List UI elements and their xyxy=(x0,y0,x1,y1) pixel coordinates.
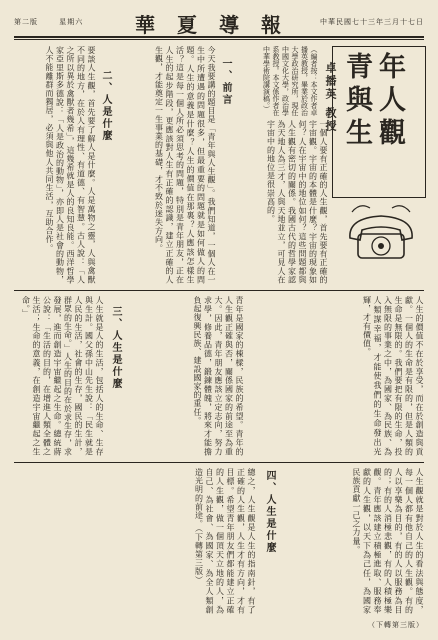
masthead-left xyxy=(14,17,101,27)
section-body-1: 今天我要講的題目是「青年與人生觀」。我們知道，一個人在一生中所遭遇的問題很多，但最重要的問題就是如何做人的問題。人生的意義是什麼？人生的價值在那裏？人應該怎樣生活？這是每一個人所必須思考的問題，特別是青年朋友，正在人生的起步階段，更應該對人生有正確的認識，建立正確的人生觀，才能奠定一生事業的基礎，才不致於迷失方向。 xyxy=(154,46,216,284)
newspaper-title: 華夏導報 xyxy=(135,13,303,37)
article-title-box xyxy=(332,46,426,198)
middle-text-right: 人生的價值不在於享受，而在於創造與貢獻。一個人的生命是有限的，但是人類的生命是無限的。我們要把有限的生命，投入無限的事業之中，為國家、為民族、為人類謀幸福，才能使我們的生命發出光輝，才有價值。 xyxy=(362,296,424,456)
masthead-rule xyxy=(14,36,424,38)
article-title: 青年與人生觀 xyxy=(346,52,412,149)
page-label: 第二版 xyxy=(14,18,38,26)
issue-date: 中華民國七十三年三月十七日 xyxy=(320,18,424,26)
masthead-rule-thin xyxy=(14,39,424,40)
section-intro-text: 一個人要有正確的人生觀，首先要有正確的宇宙觀。宇宙的本體是什麼？宇宙的現象如何？人在宇宙中的地位如何？這些問題都與人生觀有密切的關係。我國古代的哲學家認為天地人為三才，人與天地並立，可見人在宇宙中的地位是很崇高的。 xyxy=(266,120,328,284)
band-divider-2 xyxy=(14,462,424,463)
closing-text: 總之，人生觀是人生的指南針，有了正確的人生觀，人生才有方向，才有目標。希望青年朋友們都能建立正確的人生觀，做一個頂天立地的人，為自己、為社會、為國家、為全人類創造光明的前途。（下轉第三版） xyxy=(194,468,256,614)
section-heading-1: 一、前言 xyxy=(220,58,231,106)
telephone-icon xyxy=(342,198,420,264)
weekday: 星期六 xyxy=(59,18,84,26)
continuation-note: （下轉第三版） xyxy=(368,621,424,629)
masthead xyxy=(14,8,424,38)
section-body-4: 人生觀就是對於人生的看法與態度，每一個人都有他自己的人生觀。有的人以享樂為目的，有的人以服務為目的；有的人消極悲觀，有的人積極樂觀。青年應該建立積極進取、服務奉獻的人生觀，以天下為己任，為國家民族貢獻一己之力量。 xyxy=(352,468,424,614)
middle-text-center: 青年是國家的棟樑，民族的希望。青年的人生觀正確與否，關係國家的前途至為重大。因此，青年朋友應該立定志向，努力求學，修養品德，鍛鍊體魄，將來才能擔負起復興民族、建設國家的重任。 xyxy=(193,296,244,456)
section-heading-3: 三、人生是什麼 xyxy=(110,306,121,390)
article-author: 卓播英 教授 xyxy=(324,62,337,133)
band-divider-1 xyxy=(14,290,424,291)
editor-note: （編者按：本文作者卓播英教授，畢業於政治大學政治研究所，現任中國文化大學，政治學系教授。本文係作者在中華學術院講演稿。） xyxy=(262,46,318,116)
section-heading-2: 二、人是什麼 xyxy=(100,70,111,142)
section-heading-4: 四、人生是什麼 xyxy=(264,470,275,554)
section-body-2: 要談人生觀，首先要了解人是什麼。人是萬物之靈，人與禽獸不同的地方，在於人有理性、有道德、有智慧。古人說：「人之所以異於禽獸者幾希」，這幾希就是人的良知良能。西洋哲學家亞里斯多德說：「人是政治的動物」，亦即人是社會的動物，人不能離群而獨居，必須與他人共同生活，互助合作。 xyxy=(45,46,96,284)
section-body-3: 人生就是人的生活，包括人的生命、生存與生計。國父孫中山先生說：「民生就是人民的生活，社會的生存，國民的生計，群眾的生命。」人生的目的在於求生存，求發展，進而創造宇宙繼起之生命。總統蔣公說：「生活的目的，在增進人類全體之生活；生命的意義，在創造宇宙繼起之生命。」 xyxy=(21,296,104,456)
